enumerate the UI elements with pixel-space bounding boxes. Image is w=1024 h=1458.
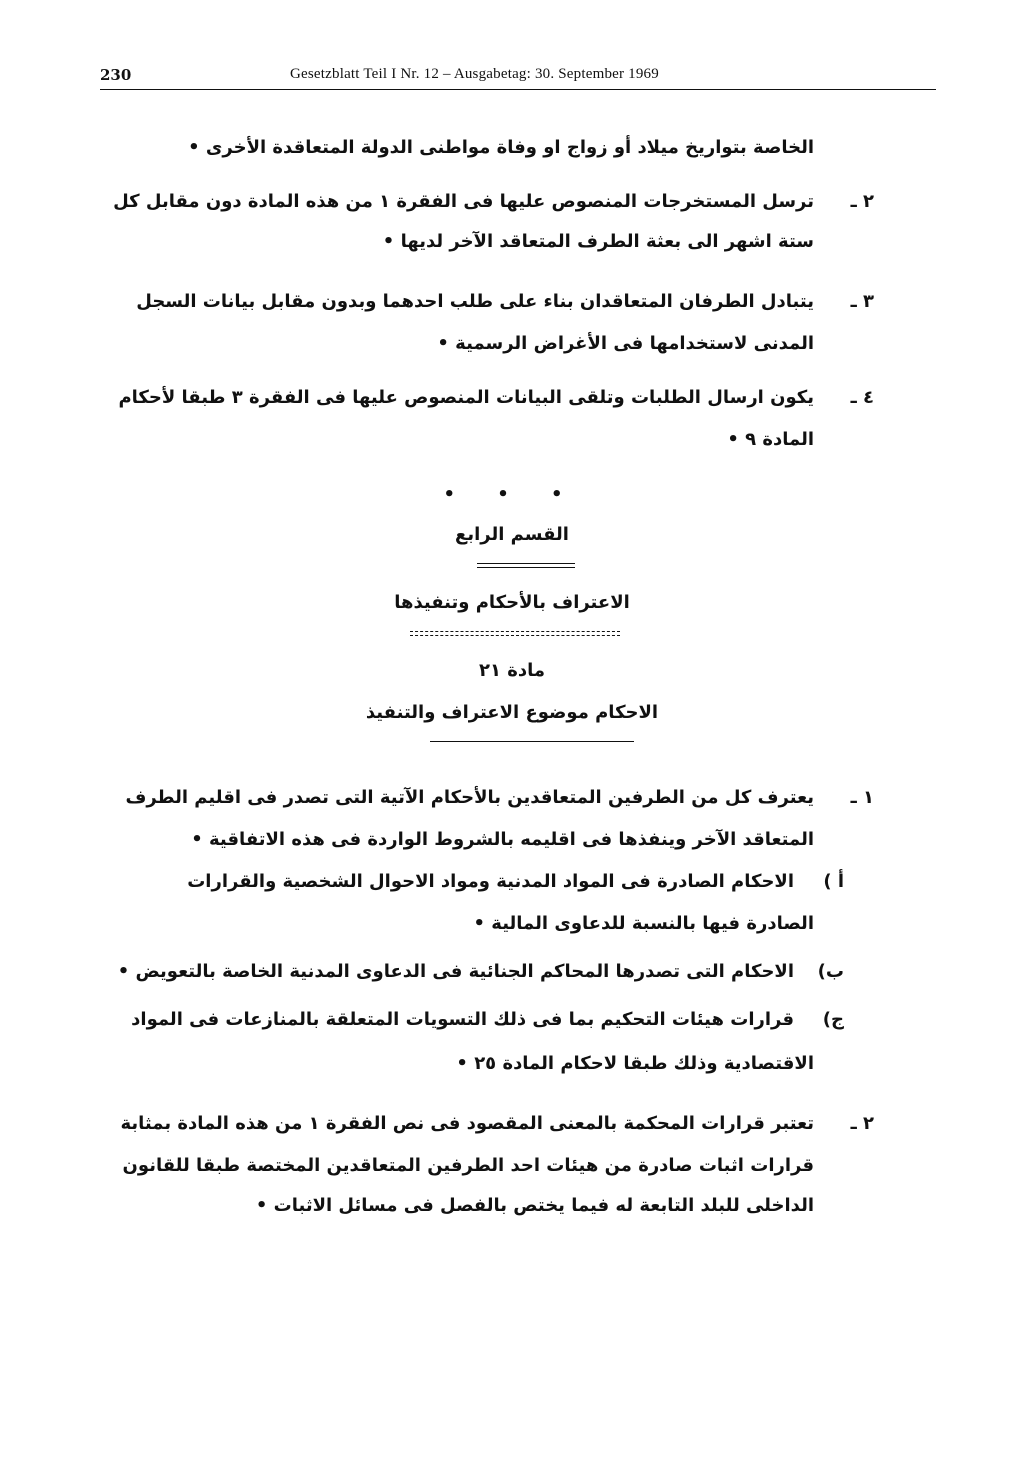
item-line: المتعاقد الآخر وينفذها فى اقليمه بالشروط الواردة فى هذه الاتفاقية • (191, 829, 814, 850)
sub-item-line: الاحكام التى تصدرها المحاكم الجنائية فى الدعاوى المدنية الخاصة بالتعويض • (117, 961, 794, 982)
item-line: ستة اشهر الى بعثة الطرف المتعاقد الآخر لديها • (382, 231, 814, 252)
intro-line: الخاصة بتواريخ ميلاد أو زواج او وفاة مواطنى الدولة المتعاقدة الأخرى • (188, 137, 814, 158)
page-number: 230 (100, 66, 132, 84)
item-line: يتبادل الطرفان المتعاقدان بناء على طلب احدهما وبدون مقابل بيانات السجل (136, 291, 814, 312)
article-subtitle-underline (430, 741, 634, 742)
sub-item-letter: ج) (822, 1009, 844, 1030)
item-line: ترسل المستخرجات المنصوص عليها فى الفقرة ١ من هذه المادة دون مقابل كل (113, 191, 814, 212)
sub-item-letter: أ ) (823, 871, 844, 892)
section-subtitle-underline (410, 631, 620, 636)
item-line: المادة ٩ • (727, 429, 814, 450)
item-number: ٣ ـ (850, 291, 874, 312)
sub-item-line: الاحكام الصادرة فى المواد المدنية ومواد الاحوال الشخصية والقرارات (187, 871, 794, 892)
item-line: يعترف كل من الطرفين المتعاقدين بالأحكام الآتية التى تصدر فى اقليم الطرف (125, 787, 814, 808)
sub-item-line: قرارات هيئات التحكيم بما فى ذلك التسويات المتعلقة بالمنازعات فى المواد (131, 1009, 794, 1030)
sub-item-line: الصادرة فيها بالنسبة للدعاوى المالية • (473, 913, 814, 934)
running-head: Gesetzblatt Teil I Nr. 12 – Ausgabetag: 30. September 1969 (290, 66, 659, 82)
item-line: الداخلى للبلد التابعة له فيما يختص بالفصل فى مسائل الاثبات • (255, 1195, 814, 1216)
section-subtitle: الاعتراف بالأحكام وتنفيذها (394, 592, 630, 613)
section-title: القسم الرابع (455, 524, 569, 545)
item-line: تعتبر قرارات المحكمة بالمعنى المقصود فى نص الفقرة ١ من هذه المادة بمثابة (120, 1113, 814, 1134)
page-header (100, 62, 936, 90)
header-rule (100, 89, 936, 90)
sub-item-line: الاقتصادية وذلك طبقا لاحكام المادة ٢٥ • (456, 1053, 814, 1074)
article-subtitle: الاحكام موضوع الاعتراف والتنفيذ (365, 702, 659, 723)
item-line: قرارات اثبات صادرة من هيئات احد الطرفين المتعاقدين المختصة طبقا للقانون (122, 1155, 814, 1176)
item-line: يكون ارسال الطلبات وتلقى البيانات المنصوص عليها فى الفقرة ٣ طبقا لأحكام (118, 387, 814, 408)
separator-dots: • • • (443, 484, 581, 505)
item-number: ٤ ـ (850, 387, 874, 408)
item-number: ١ ـ (850, 787, 874, 808)
item-number: ٢ ـ (850, 1113, 874, 1134)
article-title: مادة ٢١ (478, 660, 546, 681)
item-number: ٢ ـ (850, 191, 874, 212)
sub-item-letter: ب) (817, 961, 844, 982)
item-line: المدنى لاستخدامها فى الأغراض الرسمية • (437, 333, 814, 354)
section-title-underline (477, 563, 575, 568)
